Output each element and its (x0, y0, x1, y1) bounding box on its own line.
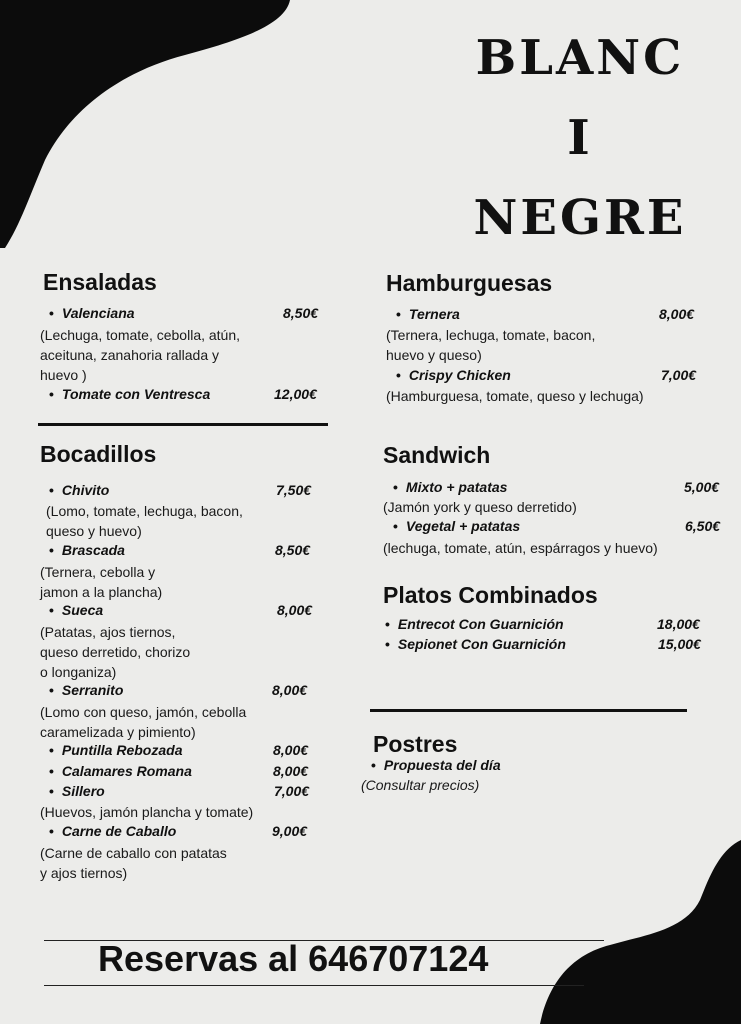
desc-sillero: (Huevos, jamón plancha y tomate) (40, 804, 254, 820)
divider-ensaladas (38, 423, 328, 426)
reservas-phone: Reservas al 646707124 (98, 938, 489, 979)
price-chivito: 7,50€ (276, 482, 312, 498)
price-puntilla: 8,00€ (273, 742, 309, 758)
menu-item-tomate-ventresca: • Tomate con Ventresca (49, 386, 211, 402)
desc-caballo: (Carne de caballo con patatas y ajos tiernos) (40, 845, 227, 881)
menu-item-mixto: • Mixto + patatas (393, 479, 508, 495)
section-title-ensaladas: Ensaladas (43, 269, 157, 295)
desc-brascada: (Ternera, cebolla y jamon a la plancha) (40, 564, 163, 600)
desc-chivito: (Lomo, tomate, lechuga, bacon, queso y huevo) (46, 503, 243, 539)
title-line-blanc: BLANC (475, 30, 685, 86)
restaurant-title (455, 18, 705, 258)
menu-item-chivito: • Chivito (49, 482, 110, 498)
price-valenciana: 8,50€ (283, 305, 319, 321)
section-title-bocadillos: Bocadillos (40, 441, 157, 467)
menu-item-ternera: • Ternera (396, 306, 460, 322)
section-title-sandwich: Sandwich (383, 442, 491, 468)
menu-item-sepionet: • Sepionet Con Guarnición (385, 636, 566, 652)
title-line-i: I (567, 110, 593, 166)
price-crispy-chicken: 7,00€ (661, 367, 697, 383)
desc-propuesta: (Consultar precios) (361, 777, 480, 793)
price-tomate-ventresca: 12,00€ (274, 386, 317, 402)
title-line-negre: NEGRE (473, 190, 687, 246)
price-entrecot: 18,00€ (657, 616, 700, 632)
menu-item-calamares: • Calamares Romana (49, 763, 192, 779)
menu-item-sillero: • Sillero (49, 783, 105, 799)
desc-crispy-chicken: (Hamburguesa, tomate, queso y lechuga) (386, 388, 644, 404)
menu-item-serranito: • Serranito (49, 682, 124, 698)
desc-ternera: (Ternera, lechuga, tomate, bacon, huevo y queso) (386, 327, 596, 363)
top-left-blob (0, 0, 290, 250)
price-sillero: 7,00€ (274, 783, 310, 799)
reservas-bottom-line (44, 985, 584, 986)
bottom-right-blob (540, 840, 741, 1024)
menu-item-entrecot: • Entrecot Con Guarnición (385, 616, 564, 632)
menu-item-propuesta: • Propuesta del día (371, 757, 501, 773)
desc-sueca: (Patatas, ajos tiernos, queso derretido, chorizo o longaniza) (40, 624, 191, 680)
divider-platos (370, 709, 687, 712)
menu-item-brascada: • Brascada (49, 542, 125, 558)
desc-valenciana: (Lechuga, tomate, cebolla, atún, aceituna, zanahoria rallada y huevo ) (40, 327, 241, 383)
price-ternera: 8,00€ (659, 306, 695, 322)
section-title-hamburguesas: Hamburguesas (386, 270, 553, 296)
price-sepionet: 15,00€ (658, 636, 701, 652)
menu-item-crispy-chicken: • Crispy Chicken (396, 367, 511, 383)
menu-item-sueca: • Sueca (49, 602, 104, 618)
price-mixto: 5,00€ (684, 479, 720, 495)
price-calamares: 8,00€ (273, 763, 309, 779)
price-serranito: 8,00€ (272, 682, 308, 698)
menu-item-valenciana: • Valenciana (49, 305, 135, 321)
section-title-platos-combinados: Platos Combinados (383, 582, 598, 608)
price-vegetal: 6,50€ (685, 518, 721, 534)
price-sueca: 8,00€ (277, 602, 313, 618)
desc-serranito: (Lomo con queso, jamón, cebolla caramelizada y pimiento) (40, 704, 247, 740)
desc-mixto: (Jamón york y queso derretido) (383, 499, 577, 515)
section-title-postres: Postres (373, 731, 458, 757)
price-caballo: 9,00€ (272, 823, 308, 839)
menu-item-puntilla: • Puntilla Rebozada (49, 742, 183, 758)
desc-vegetal: (lechuga, tomate, atún, espárragos y huevo) (383, 540, 658, 556)
menu-item-caballo: • Carne de Caballo (49, 823, 177, 839)
price-brascada: 8,50€ (275, 542, 311, 558)
menu-item-vegetal: • Vegetal + patatas (393, 518, 521, 534)
